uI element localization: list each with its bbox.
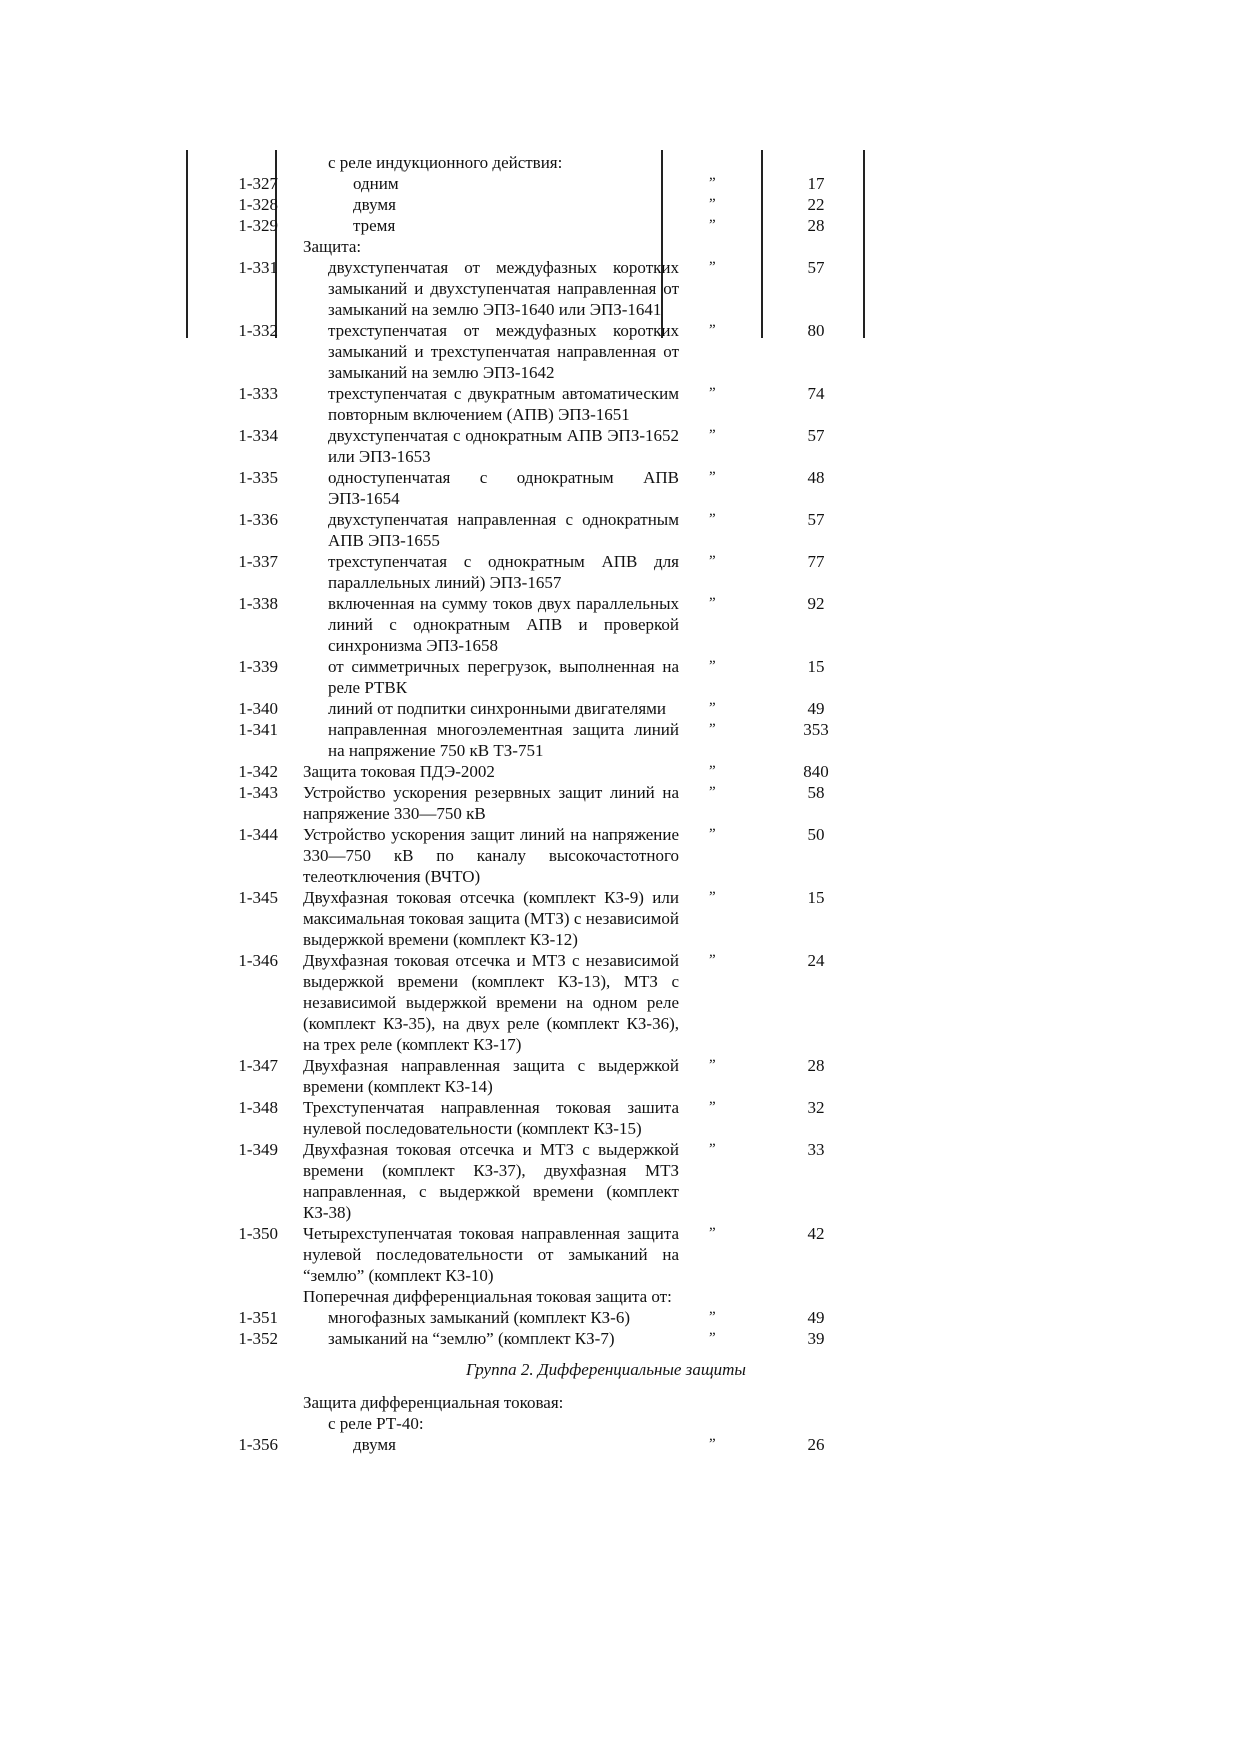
table-row (186, 173, 886, 194)
item-price: 22 (807, 195, 825, 214)
table-row (186, 320, 886, 383)
item-price: 840 (803, 762, 829, 781)
item-code: 1-349 (238, 1140, 278, 1159)
item-description: двухступенчатая от междуфазных коротких замыканий и двухступенчатая направленная от замыканий на землю ЭПЗ-1640 или ЭПЗ-1641 (328, 258, 679, 319)
item-price: 32 (807, 1098, 825, 1117)
table-row (186, 824, 886, 887)
table-row (186, 257, 886, 320)
item-unit: ” (709, 427, 716, 443)
item-description: трехступенчатая с однократным АПВ для параллельных линий) ЭПЗ-1657 (328, 552, 679, 592)
price-table (186, 152, 886, 1455)
table-row (186, 1307, 886, 1328)
table-row (186, 887, 886, 950)
group-heading: Группа 2. Дифференциальные защиты (466, 1360, 746, 1379)
item-price: 58 (807, 783, 825, 802)
table-row (186, 719, 886, 761)
item-unit: ” (709, 784, 716, 800)
table-row (186, 1413, 886, 1434)
item-description: направленная многоэлементная защита линий на напряжение 750 кВ ТЗ-751 (328, 720, 679, 760)
item-price: 74 (807, 384, 825, 403)
item-price: 39 (807, 1329, 825, 1348)
item-code: 1-348 (238, 1098, 278, 1117)
item-code: 1-328 (238, 195, 278, 214)
item-description: многофазных замыканий (комплект КЗ-6) (328, 1308, 630, 1327)
item-description: трехступенчатая от междуфазных коротких замыканий и трехступенчатая направленная от замыканий на землю ЭПЗ-1642 (328, 321, 679, 382)
item-price: 49 (807, 1308, 825, 1327)
item-price: 15 (807, 657, 825, 676)
table-row (186, 593, 886, 656)
item-price: 26 (807, 1435, 825, 1454)
item-code: 1-346 (238, 951, 278, 970)
table-row (186, 761, 886, 782)
item-code: 1-335 (238, 468, 278, 487)
item-unit: ” (709, 763, 716, 779)
item-price: 28 (807, 216, 825, 235)
item-unit: ” (709, 196, 716, 212)
item-description: Двухфазная направленная защита с выдержкой времени (комплект КЗ-14) (303, 1056, 679, 1096)
item-description: с реле индукционного действия: (328, 153, 563, 172)
item-unit: ” (709, 1141, 716, 1157)
item-description: Двухфазная токовая отсечка (комплект КЗ-9) или максимальная токовая защита (МТЗ) с независимой выдержкой времени (комплект КЗ-12) (303, 888, 679, 949)
item-unit: ” (709, 889, 716, 905)
table-row (186, 1392, 886, 1413)
item-description: Двухфазная токовая отсечка и МТЗ с выдержкой времени (комплект КЗ-37), двухфазная МТЗ направленная, с выдержкой времени (комплект КЗ-38) (303, 1140, 679, 1222)
item-unit: ” (709, 721, 716, 737)
item-code: 1-344 (238, 825, 278, 844)
item-description: замыканий на “землю” (комплект КЗ-7) (328, 1329, 615, 1348)
item-description: двухступенчатая с однократным АПВ ЭПЗ-1652 или ЭПЗ-1653 (328, 426, 679, 466)
item-unit: ” (709, 1436, 716, 1452)
item-price: 92 (807, 594, 825, 613)
item-unit: ” (709, 385, 716, 401)
item-unit: ” (709, 952, 716, 968)
item-description: Устройство ускорения защит линий на напряжение 330—750 кВ по каналу высокочастотного телеотключения (ВЧТО) (303, 825, 679, 886)
table-row (186, 1286, 886, 1307)
item-code: 1-342 (238, 762, 278, 781)
item-code: 1-331 (238, 258, 278, 277)
item-code: 1-339 (238, 657, 278, 676)
item-description: Поперечная дифференциальная токовая защита от: (303, 1287, 672, 1306)
table-row (186, 551, 886, 593)
item-code: 1-334 (238, 426, 278, 445)
table-row (186, 698, 886, 719)
item-unit: ” (709, 175, 716, 191)
item-unit: ” (709, 259, 716, 275)
item-description: Двухфазная токовая отсечка и МТЗ с независимой выдержкой времени (комплект КЗ-13), МТЗ с независимой выдержкой времени на одном реле (комплект КЗ-35), на двух реле (комплект КЗ-36), на трех реле (комплект КЗ-17) (303, 951, 679, 1054)
table-row (186, 425, 886, 467)
item-price: 42 (807, 1224, 825, 1243)
item-code: 1-347 (238, 1056, 278, 1075)
table-row (186, 152, 886, 173)
item-unit: ” (709, 1330, 716, 1346)
item-unit: ” (709, 658, 716, 674)
item-unit: ” (709, 1225, 716, 1241)
item-price: 353 (803, 720, 829, 739)
item-description: от симметричных перегрузок, выполненная на реле РТВК (328, 657, 679, 697)
table-row (186, 509, 886, 551)
item-unit: ” (709, 322, 716, 338)
item-code: 1-338 (238, 594, 278, 613)
item-unit: ” (709, 553, 716, 569)
table-row (186, 1434, 886, 1455)
item-code: 1-329 (238, 216, 278, 235)
item-code: 1-327 (238, 174, 278, 193)
item-price: 48 (807, 468, 825, 487)
item-price: 49 (807, 699, 825, 718)
item-code: 1-343 (238, 783, 278, 802)
item-description: двумя (353, 195, 396, 214)
item-unit: ” (709, 1309, 716, 1325)
item-code: 1-356 (238, 1435, 278, 1454)
table-row (186, 1055, 886, 1097)
table-row (186, 656, 886, 698)
item-price: 17 (807, 174, 825, 193)
item-code: 1-332 (238, 321, 278, 340)
item-price: 50 (807, 825, 825, 844)
item-unit: ” (709, 511, 716, 527)
item-price: 57 (807, 510, 825, 529)
item-unit: ” (709, 826, 716, 842)
item-description: трехступенчатая с двукратным автоматическим повторным включением (АПВ) ЭПЗ-1651 (328, 384, 679, 424)
item-unit: ” (709, 595, 716, 611)
item-code: 1-336 (238, 510, 278, 529)
table-row (186, 950, 886, 1055)
item-description: двухступенчатая направленная с однократным АПВ ЭПЗ-1655 (328, 510, 679, 550)
item-price: 80 (807, 321, 825, 340)
table-row (186, 194, 886, 215)
item-price: 57 (807, 426, 825, 445)
table-row (186, 236, 886, 257)
item-unit: ” (709, 217, 716, 233)
table-row (186, 1223, 886, 1286)
table-row (186, 215, 886, 236)
item-price: 57 (807, 258, 825, 277)
item-code: 1-340 (238, 699, 278, 718)
item-price: 24 (807, 951, 825, 970)
item-price: 28 (807, 1056, 825, 1075)
item-code: 1-352 (238, 1329, 278, 1348)
item-description: двумя (353, 1435, 396, 1454)
item-description: одним (353, 174, 399, 193)
table-row (186, 1328, 886, 1349)
table-row (186, 383, 886, 425)
item-price: 77 (807, 552, 825, 571)
item-description: Защита токовая ПДЭ-2002 (303, 762, 495, 781)
item-description: Четырехступенчатая токовая направленная защита нулевой последовательности от замыканий на “землю” (комплект КЗ-10) (303, 1224, 679, 1285)
item-code: 1-333 (238, 384, 278, 403)
item-price: 15 (807, 888, 825, 907)
item-unit: ” (709, 700, 716, 716)
table-row (186, 1097, 886, 1139)
item-description: включенная на сумму токов двух параллельных линий с однократным АПВ и проверкой синхронизма ЭПЗ-1658 (328, 594, 679, 655)
item-description: Защита дифференциальная токовая: (303, 1393, 564, 1412)
item-code: 1-350 (238, 1224, 278, 1243)
item-unit: ” (709, 1099, 716, 1115)
item-unit: ” (709, 1057, 716, 1073)
item-code: 1-351 (238, 1308, 278, 1327)
item-description: одноступенчатая с однократным АПВ ЭПЗ-1654 (328, 468, 679, 508)
item-description: с реле РТ-40: (328, 1414, 424, 1433)
table-row (186, 782, 886, 824)
item-description: тремя (353, 216, 396, 235)
item-code: 1-341 (238, 720, 278, 739)
item-description: Устройство ускорения резервных защит линий на напряжение 330—750 кВ (303, 783, 679, 823)
item-description: Защита: (303, 237, 362, 256)
item-description: линий от подпитки синхронными двигателями (328, 699, 667, 718)
table-row (186, 467, 886, 509)
table-row (186, 1139, 886, 1223)
item-code: 1-345 (238, 888, 278, 907)
item-price: 33 (807, 1140, 825, 1159)
item-description: Трехступенчатая направленная токовая зашита нулевой последовательности (комплект КЗ-15) (303, 1098, 679, 1138)
item-unit: ” (709, 469, 716, 485)
item-code: 1-337 (238, 552, 278, 571)
